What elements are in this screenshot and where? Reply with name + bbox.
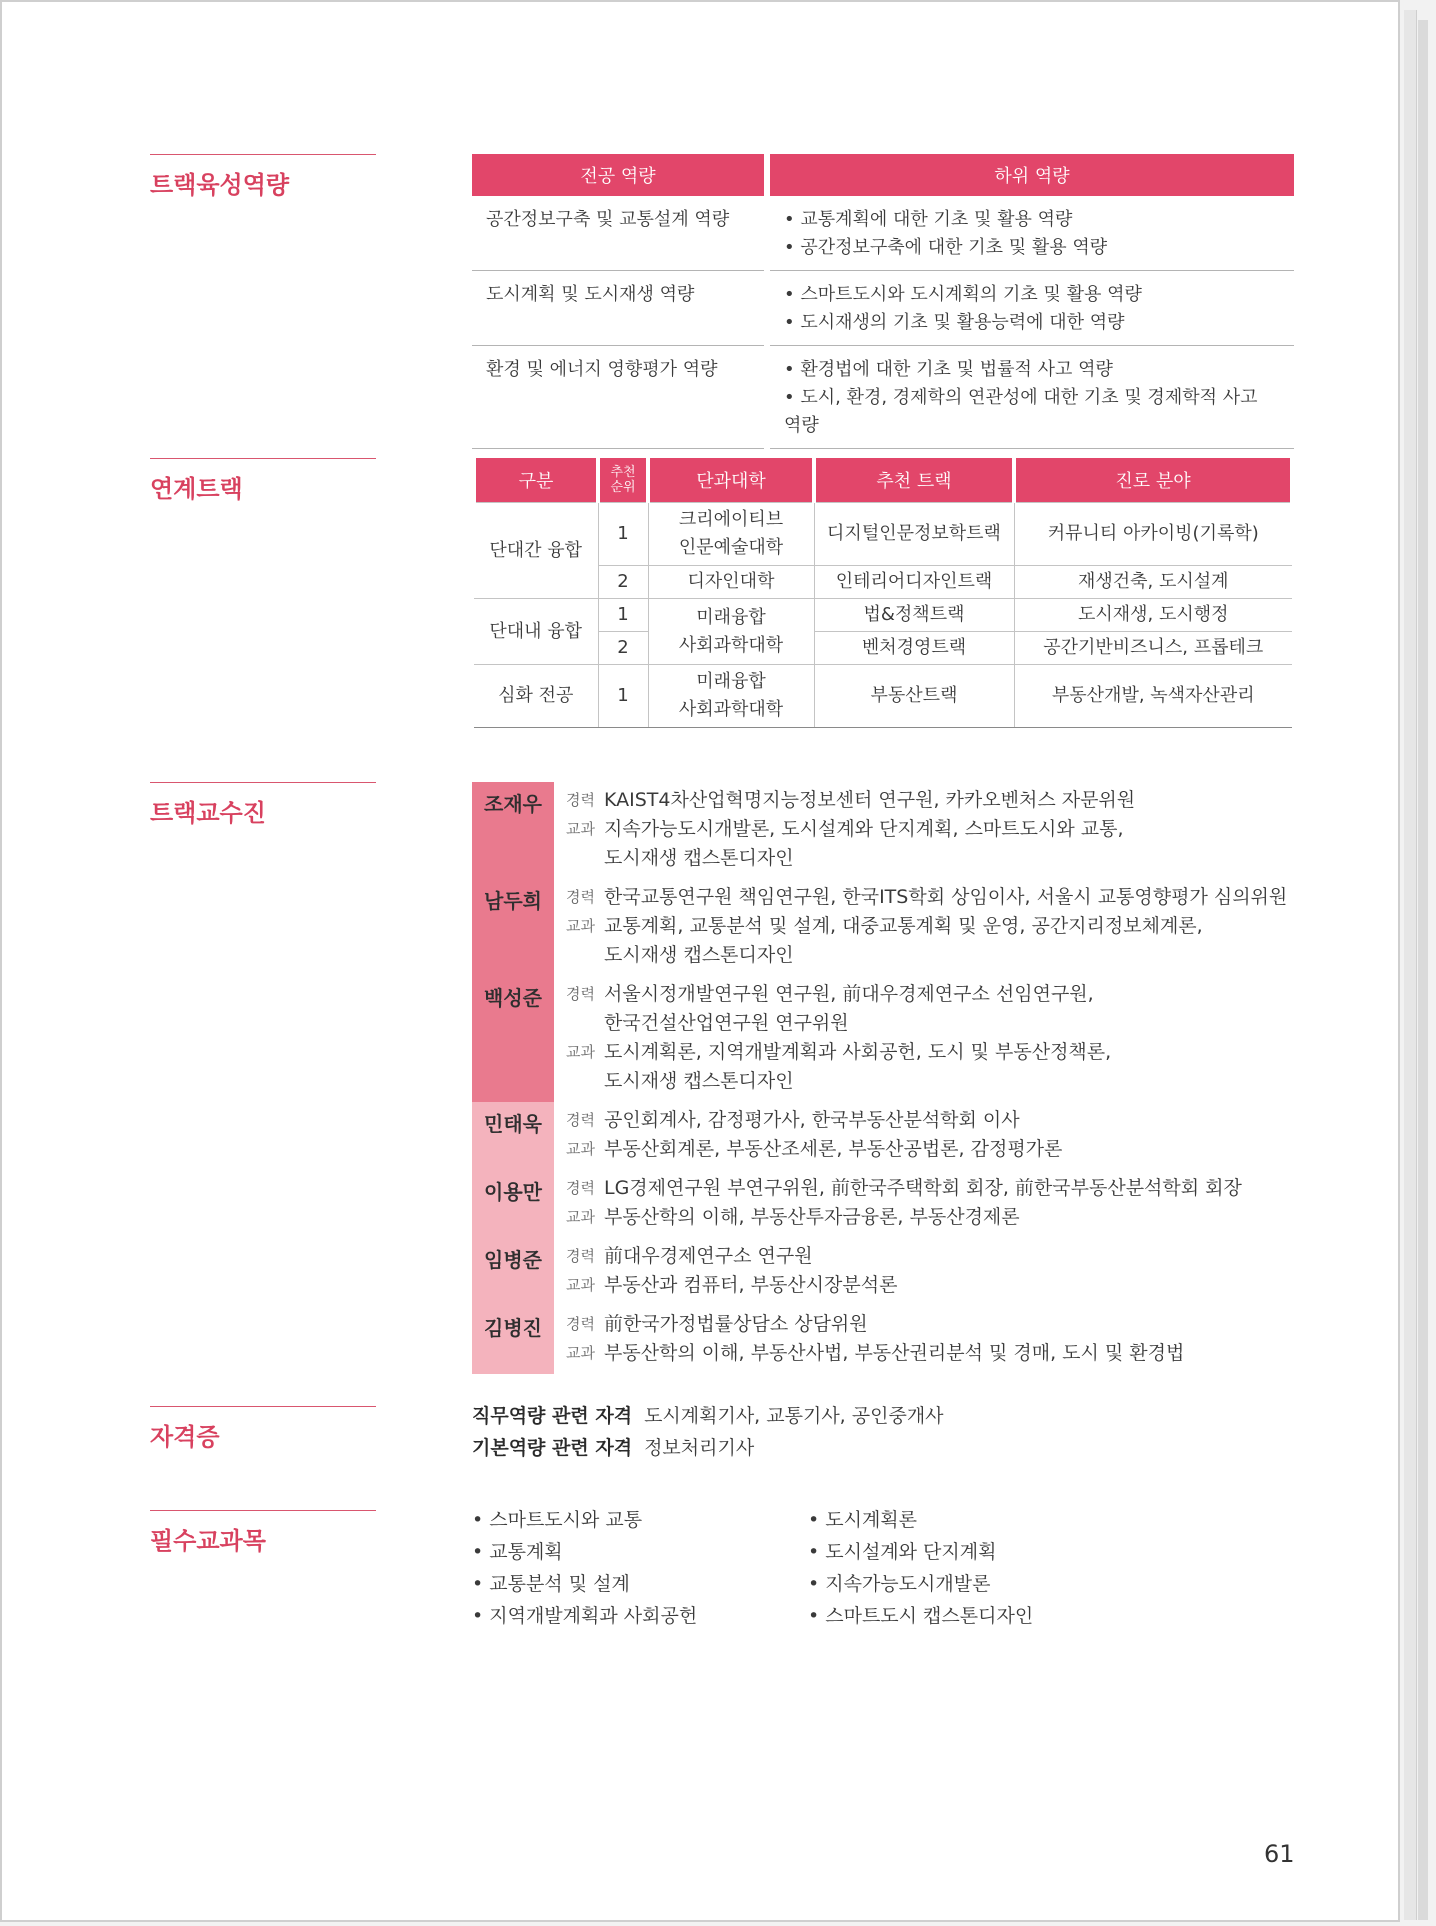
faculty-name: 민태욱 (472, 1102, 554, 1170)
sub-competency (770, 196, 1294, 271)
sub-item: • 도시재생의 기초 및 활용능력에 대한 역량 (784, 312, 1125, 333)
sub-item: • 스마트도시와 도시계획의 기초 및 활용 역량 (784, 284, 1142, 305)
career-text: 前대우경제연구소 연구원 (604, 1245, 813, 1267)
career-text: 前한국가정법률상담소 상담위원 (604, 1313, 868, 1335)
course-item: • 교통분석 및 설계 (472, 1573, 630, 1595)
page-edge (1418, 20, 1428, 1920)
faculty-row (472, 1170, 1302, 1238)
faculty-name: 이용만 (472, 1170, 554, 1238)
certificate-value: 도시계획기사, 교통기사, 공인중개사 (644, 1405, 944, 1427)
rank-cell: 1 (598, 665, 648, 728)
header-sub-competency: 하위 역량 (770, 154, 1294, 196)
course-item: • 지역개발계획과 사회공헌 (472, 1605, 698, 1627)
type-cell: 심화 전공 (474, 665, 598, 728)
course-line (566, 1135, 1302, 1164)
course-text: 교통계획, 교통분석 및 설계, 대중교통계획 및 운영, 공간지리정보체계론, (604, 915, 1203, 937)
table-row (472, 271, 1294, 346)
certificate-row (472, 1432, 944, 1464)
certificate-label: 직무역량 관련 자격 (472, 1405, 633, 1427)
table-row (474, 665, 1292, 728)
faculty-name: 김병진 (472, 1306, 554, 1374)
sub-competency (770, 271, 1294, 346)
table-row (474, 599, 1292, 632)
career-cell: 도시재생, 도시행정 (1014, 599, 1292, 632)
faculty-details (554, 1238, 1302, 1306)
career-tag: 경력 (566, 888, 595, 906)
career-cell: 공간기반비즈니스, 프롭테크 (1014, 632, 1292, 665)
course-item: • 지속가능도시개발론 (808, 1573, 991, 1595)
course-tag: 교과 (566, 1043, 595, 1061)
faculty-row (472, 782, 1302, 879)
course-text: 부동산학의 이해, 부동산투자금융론, 부동산경제론 (604, 1206, 1020, 1228)
track-cell: 인테리어디자인트랙 (814, 566, 1014, 599)
course-item: • 스마트도시 캡스톤디자인 (808, 1605, 1034, 1627)
header-career-field: 진로 분야 (1014, 458, 1292, 503)
career-tag: 경력 (566, 1315, 595, 1333)
career-text: 서울시정개발연구원 연구원, 前대우경제연구소 선임연구원, (604, 983, 1094, 1005)
page-number: 61 (1264, 1840, 1295, 1868)
header-type: 구분 (474, 458, 598, 503)
course-tag: 교과 (566, 1208, 595, 1226)
career-line (566, 786, 1302, 815)
career-cell: 커뮤니티 아카이빙(기록학) (1014, 503, 1292, 566)
faculty-row (472, 1306, 1302, 1374)
certificate-row (472, 1400, 944, 1432)
course-item: • 도시계획론 (808, 1509, 918, 1531)
major-competency: 환경 및 에너지 영향평가 역량 (472, 346, 764, 449)
college-cell: 미래융합 사회과학대학 (648, 665, 814, 728)
sub-item: • 환경법에 대한 기초 및 법률적 사고 역량 (784, 359, 1113, 380)
college-cell: 미래융합 사회과학대학 (648, 599, 814, 665)
career-text: 한국건설산업연구원 연구위원 (604, 1012, 849, 1034)
career-line (566, 883, 1302, 912)
major-competency: 도시계획 및 도시재생 역량 (472, 271, 764, 346)
tag-spacer (566, 1067, 604, 1096)
career-line (566, 1106, 1302, 1135)
certificate-list (472, 1400, 944, 1464)
table-row (474, 503, 1292, 566)
course-tag: 교과 (566, 820, 595, 838)
course-line (566, 941, 1302, 970)
faculty-details (554, 976, 1302, 1102)
certificate-value: 정보처리기사 (644, 1437, 755, 1459)
section-title-required-courses: 필수교과목 (150, 1510, 376, 1556)
faculty-row (472, 1238, 1302, 1306)
rank-cell: 2 (598, 632, 648, 665)
faculty-name: 조재우 (472, 782, 554, 879)
faculty-row (472, 879, 1302, 976)
track-cell: 부동산트랙 (814, 665, 1014, 728)
career-text: 한국교통연구원 책임연구원, 한국ITS학회 상임이사, 서울시 교통영향평가 심의위원 (604, 886, 1288, 908)
section-title-linked-track: 연계트랙 (150, 458, 376, 504)
section-title-certificate: 자격증 (150, 1406, 376, 1452)
tag-spacer (566, 844, 604, 873)
course-item: • 스마트도시와 교통 (472, 1509, 643, 1531)
faculty-list (472, 782, 1302, 1374)
sub-item: • 교통계획에 대한 기초 및 활용 역량 (784, 209, 1073, 230)
career-text: 공인회계사, 감정평가사, 한국부동산분석학회 이사 (604, 1109, 1020, 1131)
competency-table (472, 154, 1294, 449)
track-cell: 벤처경영트랙 (814, 632, 1014, 665)
course-tag: 교과 (566, 1140, 595, 1158)
career-line (566, 1242, 1302, 1271)
sub-competency (770, 346, 1294, 449)
career-text: KAIST4차산업혁명지능정보센터 연구원, 카카오벤처스 자문위원 (604, 789, 1136, 811)
career-tag: 경력 (566, 791, 595, 809)
course-item: • 도시설계와 단지계획 (808, 1541, 997, 1563)
career-text: LG경제연구원 부연구위원, 前한국주택학회 회장, 前한국부동산분석학회 회장 (604, 1177, 1242, 1199)
career-line (566, 1009, 1302, 1038)
course-line (566, 1038, 1302, 1067)
course-tag: 교과 (566, 1276, 595, 1294)
tag-spacer (566, 1009, 604, 1038)
section-title-faculty: 트랙교수진 (150, 782, 376, 828)
major-competency: 공간정보구축 및 교통설계 역량 (472, 196, 764, 271)
page-edge (1404, 10, 1417, 1920)
career-tag: 경력 (566, 1111, 595, 1129)
course-line (566, 844, 1302, 873)
faculty-name: 백성준 (472, 976, 554, 1102)
college-cell: 디자인대학 (648, 566, 814, 599)
course-tag: 교과 (566, 917, 595, 935)
section-title-competency: 트랙육성역량 (150, 154, 376, 200)
course-text: 도시재생 캡스톤디자인 (604, 944, 794, 966)
career-tag: 경력 (566, 985, 595, 1003)
course-line (566, 1271, 1302, 1300)
career-line (566, 980, 1302, 1009)
linked-track-table (472, 458, 1294, 728)
certificate-label: 기본역량 관련 자격 (472, 1437, 633, 1459)
table-row (472, 346, 1294, 449)
career-cell: 부동산개발, 녹색자산관리 (1014, 665, 1292, 728)
table-row (472, 196, 1294, 271)
course-text: 지속가능도시개발론, 도시설계와 단지계획, 스마트도시와 교통, (604, 818, 1124, 840)
course-line (566, 1203, 1302, 1232)
course-column-right (808, 1504, 1033, 1632)
course-text: 도시계획론, 지역개발계획과 사회공헌, 도시 및 부동산정책론, (604, 1041, 1112, 1063)
course-tag: 교과 (566, 1344, 595, 1362)
faculty-name: 임병준 (472, 1238, 554, 1306)
career-tag: 경력 (566, 1179, 595, 1197)
course-text: 부동산과 컴퓨터, 부동산시장분석론 (604, 1274, 898, 1296)
tag-spacer (566, 941, 604, 970)
sub-item: • 공간정보구축에 대한 기초 및 활용 역량 (784, 237, 1108, 258)
course-line (566, 1339, 1302, 1368)
header-rank: 추천 순위 (598, 458, 648, 503)
course-text: 부동산회계론, 부동산조세론, 부동산공법론, 감정평가론 (604, 1138, 1063, 1160)
career-line (566, 1174, 1302, 1203)
header-major-competency: 전공 역량 (472, 154, 764, 196)
course-line (566, 1067, 1302, 1096)
faculty-row (472, 1102, 1302, 1170)
faculty-details (554, 1102, 1302, 1170)
course-text: 부동산학의 이해, 부동산사법, 부동산권리분석 및 경매, 도시 및 환경법 (604, 1342, 1185, 1364)
track-cell: 디지털인문정보학트랙 (814, 503, 1014, 566)
faculty-details (554, 879, 1302, 976)
course-line (566, 912, 1302, 941)
header-recommended-track: 추천 트랙 (814, 458, 1014, 503)
faculty-details (554, 1306, 1302, 1374)
course-text: 도시재생 캡스톤디자인 (604, 1070, 794, 1092)
course-item: • 교통계획 (472, 1541, 563, 1563)
track-cell: 법&정책트랙 (814, 599, 1014, 632)
faculty-row (472, 976, 1302, 1102)
rank-cell: 1 (598, 599, 648, 632)
faculty-details (554, 1170, 1302, 1238)
header-college: 단과대학 (648, 458, 814, 503)
faculty-details (554, 782, 1302, 879)
college-cell: 크리에이티브 인문예술대학 (648, 503, 814, 566)
career-tag: 경력 (566, 1247, 595, 1265)
rank-cell: 2 (598, 566, 648, 599)
career-line (566, 1310, 1302, 1339)
course-column-left (472, 1504, 697, 1632)
course-line (566, 815, 1302, 844)
career-cell: 재생건축, 도시설계 (1014, 566, 1292, 599)
type-cell: 단대간 융합 (474, 503, 598, 599)
course-text: 도시재생 캡스톤디자인 (604, 847, 794, 869)
faculty-name: 남두희 (472, 879, 554, 976)
rank-cell: 1 (598, 503, 648, 566)
type-cell: 단대내 융합 (474, 599, 598, 665)
sub-item: • 도시, 환경, 경제학의 연관성에 대한 기초 및 경제학적 사고 역량 (784, 387, 1258, 436)
